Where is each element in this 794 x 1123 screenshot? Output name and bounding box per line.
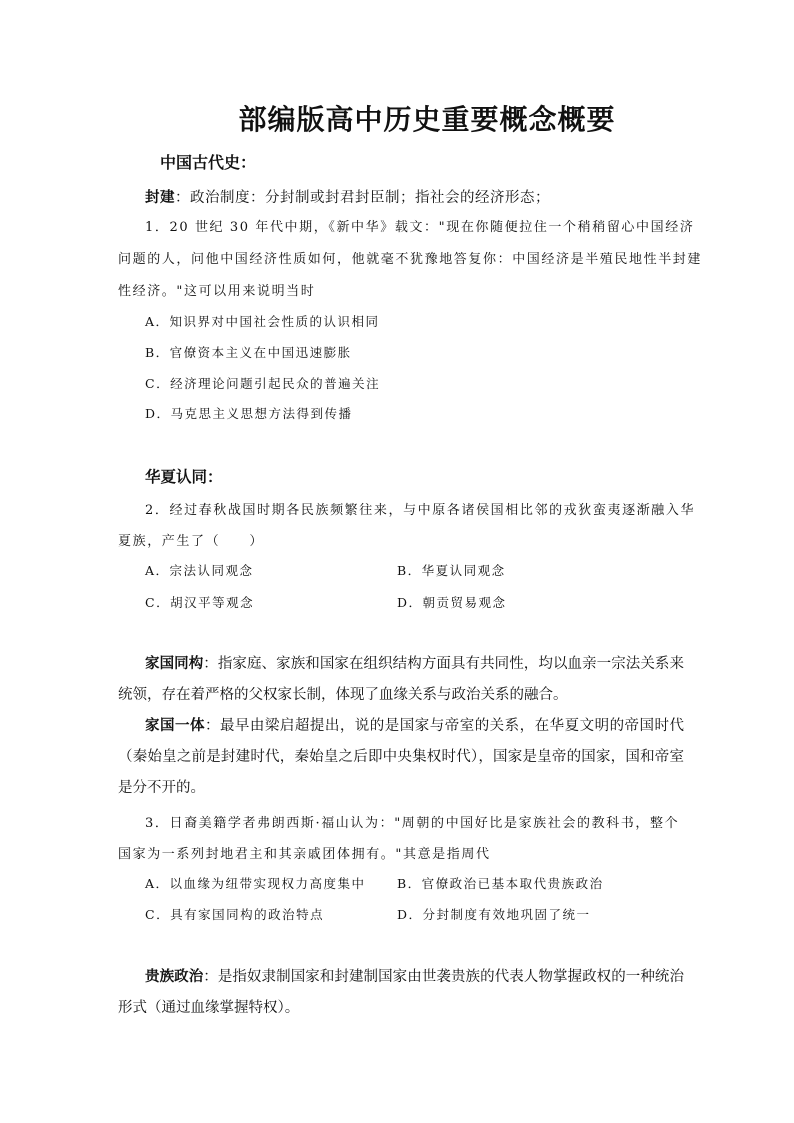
jiaguo-tonggou-paragraph <box>118 649 684 711</box>
q2-option-a: A．宗法认同观念 <box>145 563 254 578</box>
fengjian-term: 封建 <box>145 190 175 206</box>
fengjian-text: ：政治制度：分封制或封君封臣制；指社会的经济形态； <box>175 190 550 206</box>
q3-option-c: C．具有家国同构的政治特点 <box>145 907 325 922</box>
q1-option-a: A．知识界对中国社会性质的认识相同 <box>145 314 380 329</box>
guizu-paragraph <box>118 962 684 1024</box>
q2-option-d: D．朝贡贸易观念 <box>397 595 507 610</box>
q3-option-d: D．分封制度有效地巩固了统一 <box>397 907 591 922</box>
fengjian-definition <box>145 186 705 207</box>
jiaguo-yiti-text: ：最早由梁启超提出，说的是国家与帝室的关系，在华夏文明的帝国时代（秦始皇之前是封建时代，秦始皇之后即中央集权时代），国家是皇帝的国家，国和帝室是分不开的。 <box>118 718 685 796</box>
jiaguo-yiti-term: 家国一体 <box>145 718 205 734</box>
q3-option-a: A．以血缘为纽带实现权力高度集中 <box>145 876 366 891</box>
q1-option-d: D．马克思主义思想方法得到传播 <box>145 406 353 421</box>
q1-line2: 问题的人，问他中国经济性质如何，他就毫不犹豫地答复你：中国经济是半殖民地性半封建 <box>118 252 703 267</box>
q3-option-b: B．官僚政治已基本取代贵族政治 <box>397 876 604 891</box>
jiaguo-tonggou-text: ：指家庭、家族和国家在组织结构方面具有共同性，均以血亲一宗法关系来统领，存在着严格的父权家长制，体现了血缘关系与政治关系的融合。 <box>118 656 685 703</box>
page-title: 部编版高中历史重要概念概要 <box>238 103 616 136</box>
guizu-text: ：是指奴隶制国家和封建制国家由世袭贵族的代表人物掌握政权的一种统治形式（通过血缘掌握特权）。 <box>118 969 685 1016</box>
q2-line1: 2．经过春秋战国时期各民族频繁往来，与中原各诸侯国相比邻的戎狄蛮夷逐渐融入华 <box>145 503 696 518</box>
q2-line2: 夏族，产生了（ ） <box>118 534 265 549</box>
jiaguo-tonggou-term: 家国同构 <box>145 656 204 672</box>
q1-option-b: B．官僚资本主义在中国迅速膨胀 <box>145 345 352 360</box>
q2-option-b: B．华夏认同观念 <box>397 563 506 578</box>
section-heading: 中国古代史： <box>160 153 257 172</box>
q2-option-c: C．胡汉平等观念 <box>145 595 255 610</box>
q3-line2: 国家为一系列封地君主和其亲戚团体拥有。"其意是指周代 <box>118 847 491 862</box>
jiaguo-yiti-paragraph <box>118 711 684 804</box>
q1-option-c: C．经济理论问题引起民众的普遍关注 <box>145 376 381 391</box>
guizu-term: 贵族政治 <box>145 969 204 985</box>
q1-line1: 1．20 世纪 30 年代中期，《新中华》载文："现在你随便拉住一个稍稍留心中国经济 <box>145 220 695 235</box>
q1-line3: 性经济。"这可以用来说明当时 <box>118 284 316 299</box>
q3-line1: 3．日裔美籍学者弗朗西斯·福山认为："周朝的中国好比是家族社会的教科书，整个 <box>145 816 680 831</box>
huaxia-heading: 华夏认同： <box>145 468 223 486</box>
